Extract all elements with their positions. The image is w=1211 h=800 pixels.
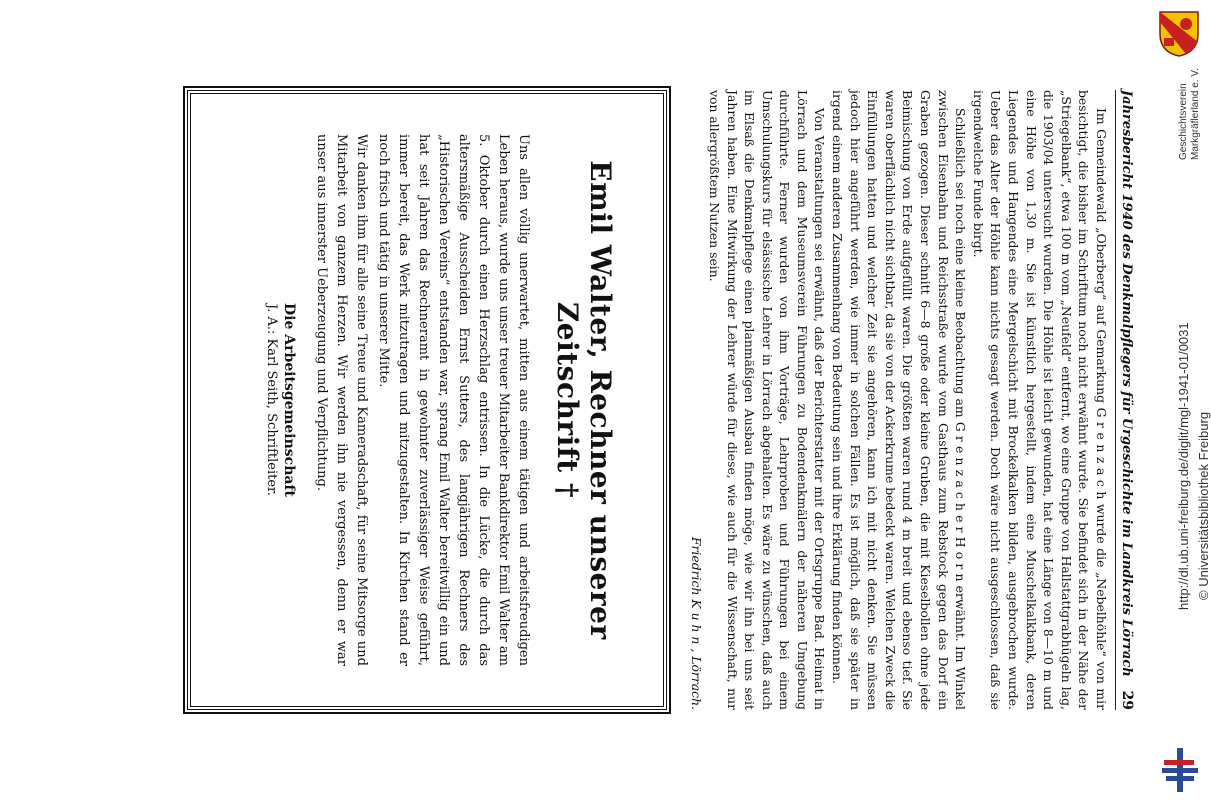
university-library-logo-icon	[1160, 746, 1200, 794]
article-paragraph: Im Gemeindewald „Oberberg“ auf Gemarkung G r e n z a c h wurde die „Nebelhöhle“ von mir besichtigt, die bisher im Schrifttum noch nicht erwähnt wurde. Sie befindet sich in der Nähe der „Striegelbank“, etwa 100 m vom „Neufeld“ entfernt, wo eine Gruppe von Hallstattgrabhügeln lag, die 1903/04 untersucht wurden. Die Höhle ist leicht gewunden, hat eine Länge von 8—10 m und eine Höhe von 1,30 m. Sie ist künstlich hergestellt, indem eine Muschelkalkbank, deren Liegendes und Hangendes eine Mergelschicht mit Brockelkalken bilden, ausgebrochen wurde. Ueber das Alter der Höhle kann nichts gesagt werden. Doch wäre nicht ausgeschlossen, daß sie irgendwelche Funde birgt.	[970, 90, 1109, 710]
obituary-title: Emil Walter, Rechner unserer Zeitschrift †	[551, 160, 618, 640]
article-paragraph: Schließlich sei noch eine kleine Beobachtung am G r e n z a c h e r H o r n erwähnt. Im Winkel zwischen Eisenbahn und Reichsstraße wurde vom Gasthaus zum Rebstock gegen das Dorf ein Graben gezogen. Dieser schnitt 6—8 große oder kleine Gruben, die mit Kieselbollen ohne jede Beimischung von Erde aufgefüllt waren. Die größten waren rund 4 m breit und ebenso tief. Sie waren oberflächlich nicht sichtbar, da sie von der Ackerkrume bedeckt waren. Welchen Zweck die Einfüllungen hatten und welcher Zeit sie angehören, kann ich mit nicht denken. Sie müssen jedoch hier angeführt werden, wie immer in solchen Fällen. Es ist möglich, daß sie später in irgend einem anderen Zusammenhang von Bedeutung sein und ihre Erklärung finden können.	[830, 90, 969, 710]
obituary-box	[187, 90, 667, 710]
credit-org-line1: Geschichtsverein	[1178, 83, 1189, 160]
article-paragraph: Von Veranstaltungen sei erwähnt, daß der Berichterstatter mit der Ortsgruppe Bad. Heimat in Lörrach und dem Museumsverein Führungen zu Bodendenkmälern der näheren Umgebung durchführte. Ferner wurden von ihm Vorträge, Lehrproben und Führungen bei einem Umschulungskurs für elsässische Lehrer in Lörrach abgehalten. Es wäre zu wünschen, daß auch im Elsaß die Denkmalpflege einen planmäßigen Ausbau finden möge, wie wir ihn bei uns seit Jahren haben. Eine Mitwirkung der Lehrer würde für diese, wie auch für die Wissenschaft, nur von allergrößtem Nutzen sein.	[706, 90, 828, 710]
rotated-page	[95, 90, 1135, 710]
credit-org-line2: Markgräflerland e. V.	[1190, 68, 1201, 160]
credit-url-link[interactable]: http://dl.ub.uni-freiburg.de/diglit/mgl-1941-01/0031	[1176, 322, 1191, 610]
obituary-signature-org: Die Arbeitsgemeinschaft	[281, 303, 298, 497]
scanned-page-area	[60, 80, 1170, 720]
obituary-body	[311, 134, 533, 666]
article-body	[705, 90, 1110, 710]
running-head-title: Jahresbericht 1940 des Denkmalpflegers für Urgeschichte im Landkreis Lörrach	[1119, 90, 1134, 677]
running-head	[1115, 90, 1135, 710]
obituary-paragraph: Wir danken ihm für alle seine Treue und Kameradschaft, für seine Mitsorge und Mitarbeit von ganzem Herzen. Wir werden ihn nie vergessen, denn er war unser aus innerster Ueberzeugung und Verpflichtung.	[314, 134, 370, 666]
article-signature: Friedrich K u h n , Lörrach.	[689, 536, 705, 710]
credit-copyright: © Universitätsbibliothek Freiburg	[1196, 411, 1211, 600]
credit-organization	[1178, 68, 1202, 160]
coat-of-arms-icon	[1156, 8, 1202, 58]
page-number: 29	[1119, 690, 1135, 710]
obituary-signature-person: J. A.: Karl Seith, Schriftleiter.	[264, 304, 280, 496]
obituary-paragraph: Uns allen völlig unerwartet, mitten aus einem tätigen und arbeitsfreudigen Leben heraus, wurde uns unser treuer Mitarbeiter Bankdirektor Emil Walter am 5. Oktober durch einen Herzschlag entrissen. In die Lücke, die durch das altersmäßige Ausscheiden Ernst Sutters, des langjährigen Rechners des „Historischen Vereins“ entstanden war, sprang Emil Walter bereitwillig ein und hat seit Jahren das Rechneramt in gewohnter zuverlässiger Weise geführt, immer bereit, das Werk mitzutragen und mitzugestalten. In Kirchen stand er noch frisch und tätig in unserer Mitte.	[376, 134, 532, 666]
